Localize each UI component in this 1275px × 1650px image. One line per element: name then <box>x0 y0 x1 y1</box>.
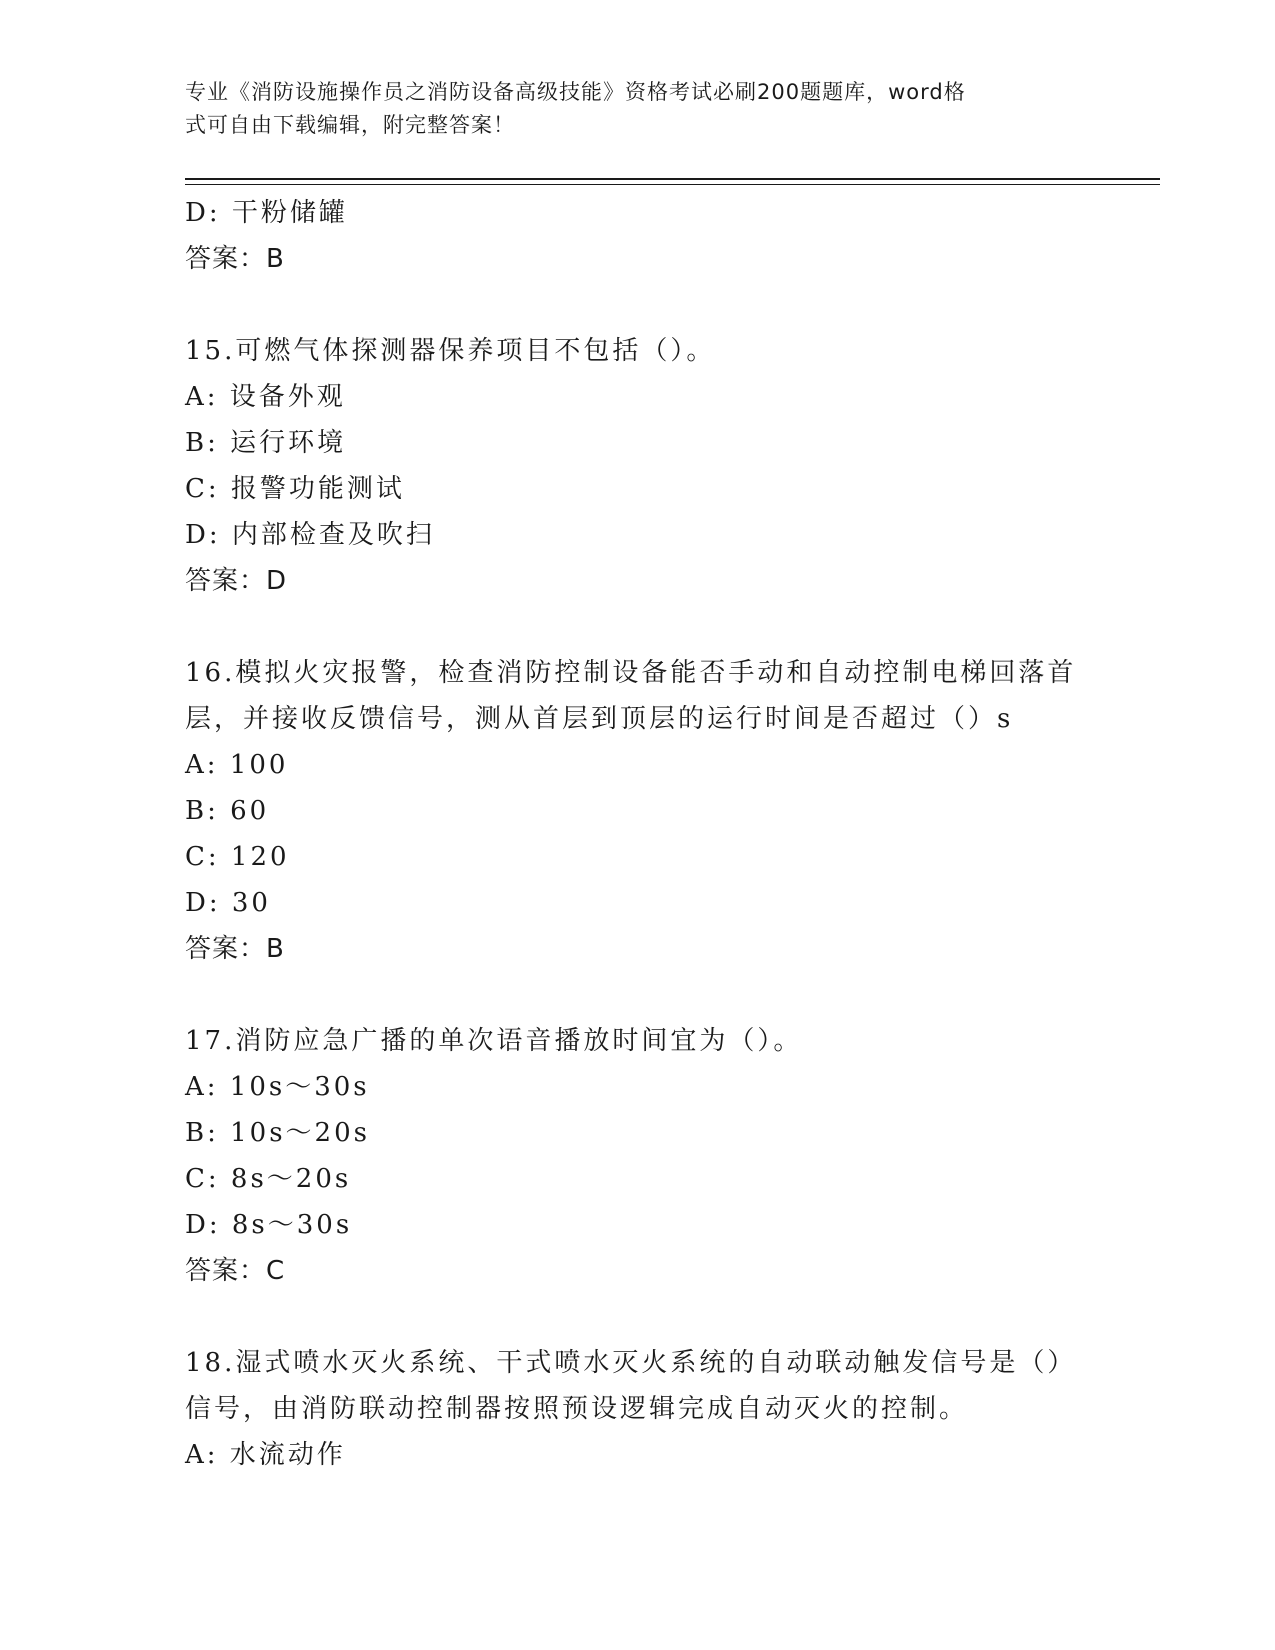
option-d: D: 30 <box>185 888 271 918</box>
answer-line: 答案：D <box>185 566 288 596</box>
answer-line: 答案：B <box>185 244 285 274</box>
option-c: C: 报警功能测试 <box>185 474 405 504</box>
question-stem-line-2: 层，并接收反馈信号，测从首层到顶层的运行时间是否超过（）s <box>185 704 1014 734</box>
option-b: B: 10s～20s <box>185 1118 370 1148</box>
option-d: D: 8s～30s <box>185 1210 353 1240</box>
option-b: B: 运行环境 <box>185 428 347 458</box>
question-18 <box>185 1340 1085 1478</box>
header-line-1: 专业《消防设施操作员之消防设备高级技能》资格考试必刷200题题库，word格 <box>185 80 966 104</box>
option-c: C: 120 <box>185 842 290 872</box>
question-15 <box>185 328 1085 604</box>
option-a: A: 10s～30s <box>185 1072 370 1102</box>
question-stem: 17.消防应急广播的单次语音播放时间宜为（）。 <box>185 1026 803 1056</box>
answer-line: 答案：B <box>185 934 285 964</box>
option-a: A: 水流动作 <box>185 1440 346 1470</box>
header-line-2: 式可自由下载编辑，附完整答案！ <box>185 113 515 137</box>
question-17 <box>185 1018 1085 1294</box>
option-d: D: 干粉储罐 <box>185 198 348 228</box>
question-stem-line-1: 16.模拟火灾报警，检查消防控制设备能否手动和自动控制电梯回落首 <box>185 658 1077 688</box>
question-stem: 15.可燃气体探测器保养项目不包括（）。 <box>185 336 716 366</box>
question-list <box>185 190 1085 1478</box>
option-a: A: 100 <box>185 750 289 780</box>
question-14-tail <box>185 190 1085 282</box>
option-a: A: 设备外观 <box>185 382 346 412</box>
header-rule-thick <box>185 178 1160 180</box>
document-header <box>185 76 1065 142</box>
option-d: D: 内部检查及吹扫 <box>185 520 435 550</box>
question-16 <box>185 650 1085 972</box>
answer-line: 答案：C <box>185 1256 286 1286</box>
header-rule-thin <box>185 184 1160 185</box>
question-stem-line-2: 信号，由消防联动控制器按照预设逻辑完成自动灭火的控制。 <box>185 1394 969 1424</box>
question-stem-line-1: 18.湿式喷水灭火系统、干式喷水灭火系统的自动联动触发信号是（） <box>185 1348 1077 1378</box>
option-b: B: 60 <box>185 796 270 826</box>
option-c: C: 8s～20s <box>185 1164 352 1194</box>
